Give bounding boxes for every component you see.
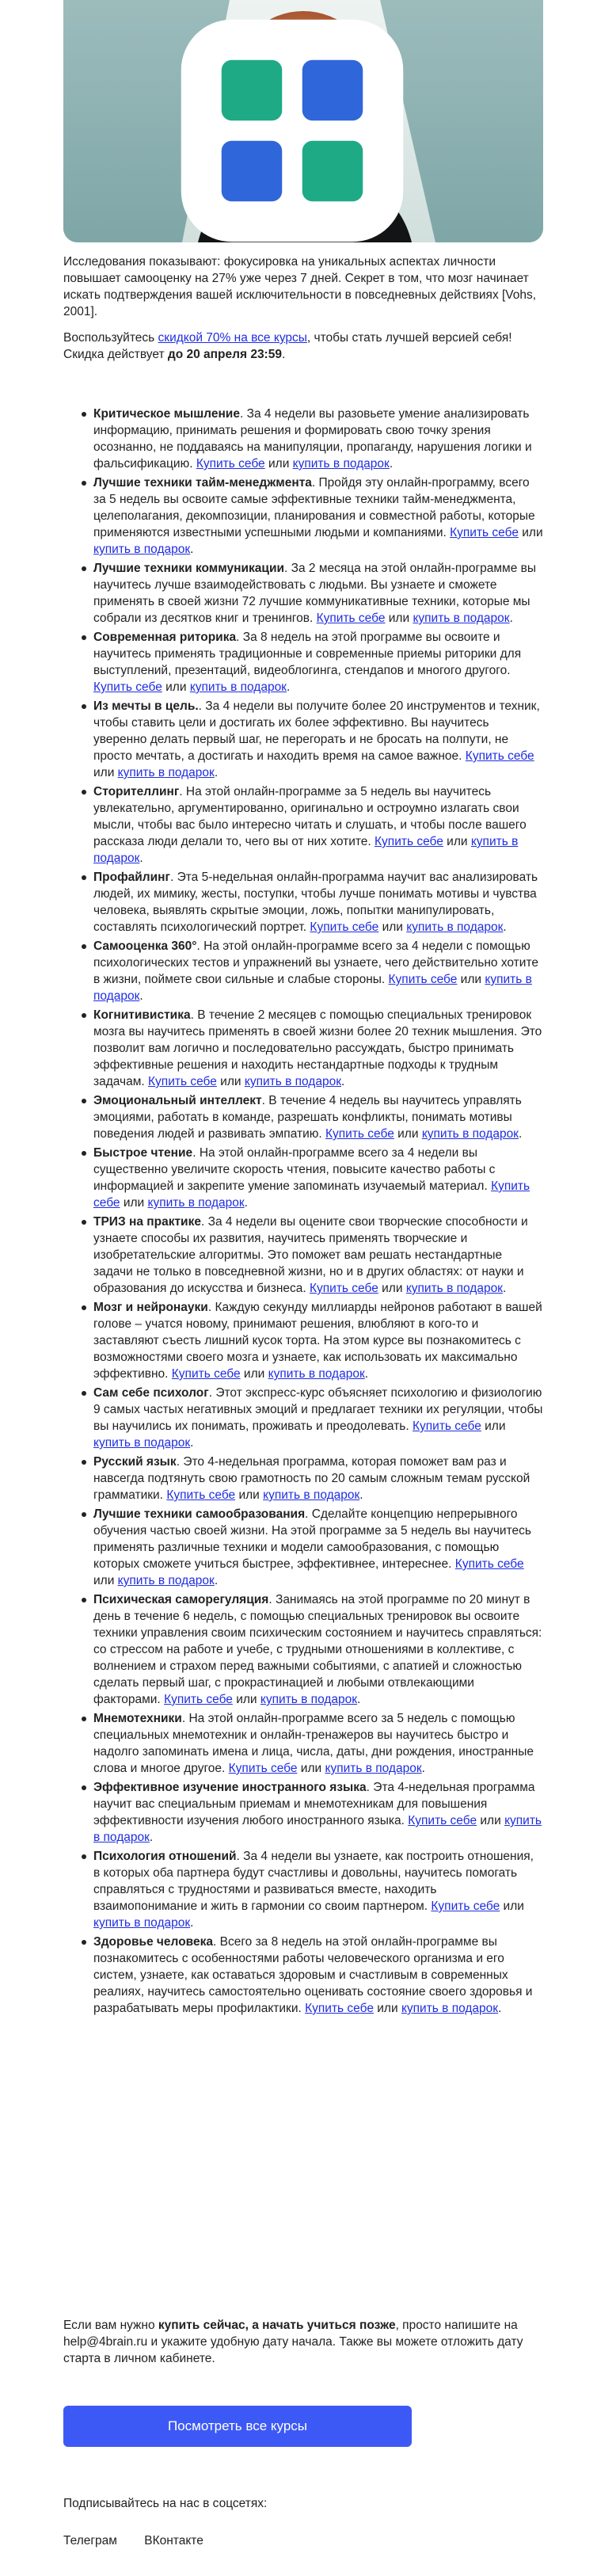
deadline-text: до 20 апреля 23:59 bbox=[167, 348, 282, 361]
buy-self-link[interactable]: Купить себе bbox=[171, 1367, 241, 1381]
course-description: На этой онлайн-программе всего за 4 недели с помощью психологических тестов и упражнений вы узнаете, чего действительно хотите в жизни, поймете свои сильные и слабые стороны. bbox=[93, 939, 538, 986]
course-title: Из мечты в цель. bbox=[93, 699, 199, 713]
course-title: Эмоциональный интеллект bbox=[93, 1094, 262, 1107]
buy-gift-link[interactable]: купить в подарок bbox=[401, 2002, 499, 2015]
end-punctuation: . bbox=[502, 1282, 507, 1295]
list-item: Из мечты в цель.. За 4 недели вы получите более 20 инструментов и техник, чтобы ставить цели и достигать их более эффективно. Вы научитесь уверенно делать первый шаг, не перегорать и не бросать на полпути, не просто мечтать, а достигать и находить время на самое важное. Купить себе или купить в подарок. bbox=[93, 698, 543, 781]
buy-gift-link[interactable]: купить в подарок bbox=[93, 973, 532, 1003]
course-description: На этой онлайн-программе всего за 4 недели вы существенно увеличите скорость чтения, повысите качество работы с информацией и закрепите умение запоминать изучаемый материал. bbox=[93, 1146, 496, 1193]
end-punctuation: . bbox=[364, 1367, 369, 1381]
or-text: или bbox=[264, 457, 293, 471]
or-text: или bbox=[394, 1127, 422, 1141]
course-description: За 4 недели вы разовьете умение анализировать информацию, принимать решения и формировать свою точку зрения осознанно, не поддаваясь на манипуляции, пропаганду, нарушения логики и фальсификацию. bbox=[93, 407, 532, 471]
end-punctuation: . bbox=[190, 543, 194, 556]
social-link-telegram[interactable]: Телеграм bbox=[63, 2534, 117, 2547]
buy-gift-link[interactable]: купить в подарок bbox=[263, 1488, 360, 1502]
course-description: На этой онлайн-программе всего за 5 недель с помощью специальных мнемотехник и онлайн-тренажеров вы научитесь быстро и надолго запоминать имена и лица, числа, даты, дни рождения, иностранные слова и многое другое. bbox=[93, 1712, 534, 1775]
buy-self-link[interactable]: Купить себе bbox=[148, 1075, 217, 1088]
buy-self-link[interactable]: Купить себе bbox=[412, 1419, 481, 1433]
course-description: В течение 2 месяцев с помощью специальных тренировок мозга вы научитесь применять в своей жизни более 20 техник мышления. Это позволит вам логично и последовательно рассуждать, быстро принимать эффективные решения и находить нестандартные подходы к трудным задачам. bbox=[93, 1008, 542, 1088]
buy-gift-link[interactable]: купить в подарок bbox=[413, 612, 510, 625]
or-text: или bbox=[378, 920, 407, 934]
course-title: Здоровье человека bbox=[93, 1935, 213, 1949]
course-description: Всего за 8 недель на этой онлайн-программе вы познакомитесь с особенностями работы человеческого организма и его систем, узнаете, как оставаться здоровым и счастливым в современных реалиях, научитесь самостоятельно оценивать состояние своего здоровья и разрабатывать меры профилактики. bbox=[93, 1935, 533, 2015]
end-punctuation: . bbox=[503, 920, 507, 934]
course-description: Эта 4-недельная программа научит вас специальным приемам и мнемотехникам для повышения эффективности изучения любого иностранного языка. bbox=[93, 1781, 535, 1827]
course-title: Сам себе психолог bbox=[93, 1386, 209, 1400]
course-title: Эффективное изучение иностранного языка bbox=[93, 1781, 367, 1794]
list-item: Мозг и нейронауки. Каждую секунду миллиарды нейронов работают в вашей голове – учатся новому, принимают решения, влюбляют в кого-то и заставляют съесть лишний кусок торта. На этом курсе вы познакомитесь с возможностями своего мозга и узнаете, как использовать их максимально эффективно. Купить себе или купить в подарок. bbox=[93, 1301, 542, 1381]
list-item: Профайлинг. Эта 5-недельная онлайн-программа научит вас анализировать людей, их мимику, жесты, поступки, чтобы лучше понимать мотивы и чувства человека, выявлять скрытые эмоции, ложь, попытки манипулировать, составлять психологический портрет. Купить себе или купить в подарок. bbox=[93, 869, 543, 936]
buy-self-link[interactable]: Купить себе bbox=[465, 749, 534, 763]
end-punctuation: . bbox=[498, 2002, 502, 2015]
buy-self-link[interactable]: Купить себе bbox=[325, 1127, 394, 1141]
buy-gift-link[interactable]: купить в подарок bbox=[93, 1814, 542, 1844]
list-item: Психология отношений. За 4 недели вы узнаете, как построить отношения, в которых оба партнера будут счастливы и довольны, научитесь помогать справляться с трудностями и развиваться вместе, находить взаимопонимание и жить в гармонии со своим партнером. Купить себе или купить в подарок. bbox=[93, 1848, 543, 1931]
or-text: или bbox=[385, 612, 413, 625]
buy-gift-link[interactable]: купить в подарок bbox=[93, 543, 191, 556]
or-text: или bbox=[216, 1075, 245, 1088]
or-text: или bbox=[93, 1574, 118, 1587]
end-punctuation: . bbox=[149, 1831, 154, 1844]
end-punctuation: . bbox=[244, 1196, 248, 1210]
or-text: или bbox=[457, 973, 485, 986]
course-description: За 4 недели вы оцените свои творческие способности и узнаете способы их развития, научитесь применять творческие и изобретательские алгоритмы. Это поможет вам решать нестандартные задачи не только в повседневной жизни, но и в других областях: от науки и образования до искусства и бизнеса. bbox=[93, 1215, 528, 1295]
course-description: За 2 месяца на этой онлайн-программе вы научитесь лучше взаимодействовать с людьми. Вы узнаете и сможете применять в своей жизни 72 лучшие коммуникативные техники, которые мы собрали из десятков книг и тренингов. bbox=[93, 562, 536, 625]
offer-paragraph: Воспользуйтесь скидкой 70% на все курсы, чтобы стать лучшей версией себя! Скидка действует до 20 апреля 23:59. bbox=[63, 331, 512, 361]
end-punctuation: . bbox=[509, 612, 513, 625]
buy-gift-link[interactable]: купить в подарок bbox=[325, 1762, 422, 1775]
buy-self-link[interactable]: Купить себе bbox=[316, 612, 386, 625]
buy-gift-link[interactable]: купить в подарок bbox=[268, 1367, 365, 1381]
cta-section bbox=[63, 2406, 543, 2447]
course-description: Эта 5-недельная онлайн-программа научит вас анализировать людей, их мимику, жесты, поступки, чтобы лучше понимать мотивы и чувства человека, выявлять скрытые эмоции, ложь, попытки манипулировать, составлять психологический портрет. bbox=[93, 871, 538, 934]
buy-self-link[interactable]: Купить себе bbox=[93, 680, 162, 694]
view-all-courses-button[interactable]: Посмотреть все курсы bbox=[63, 2406, 412, 2447]
buy-gift-link[interactable]: купить в подарок bbox=[260, 1693, 358, 1706]
or-text: или bbox=[162, 680, 190, 694]
end-punctuation: . bbox=[359, 1488, 363, 1502]
buy-gift-link[interactable]: купить в подарок bbox=[117, 766, 215, 779]
buy-gift-link[interactable]: купить в подарок bbox=[292, 457, 390, 471]
course-title: Лучшие техники тайм-менеджмента bbox=[93, 476, 312, 490]
end-punctuation: . bbox=[214, 766, 219, 779]
buy-gift-link[interactable]: купить в подарок bbox=[93, 835, 519, 865]
list-item: Когнитивистика. В течение 2 месяцев с помощью специальных тренировок мозга вы научитесь применять в своей жизни более 20 техник мышления. Это позволит вам логично и последовательно рассуждать, быстро принимать эффективные решения и находить нестандартные подходы к трудным задачам. Купить себе или купить в подарок. bbox=[93, 1008, 542, 1088]
end-punctuation: . bbox=[214, 1574, 219, 1587]
buy-gift-link[interactable]: купить в подарок bbox=[189, 680, 287, 694]
buy-self-link[interactable]: Купить себе bbox=[450, 526, 519, 539]
or-text: или bbox=[477, 1814, 505, 1827]
list-item: Эмоциональный интеллект. В течение 4 недель вы научитесь управлять эмоциями, работать в команде, разрешать конфликты, понимать мотивы поведения людей и развивать эмпатию. Купить себе или купить в подарок. bbox=[93, 1092, 543, 1142]
social-section bbox=[63, 2495, 543, 2549]
course-title: Современная риторика bbox=[93, 631, 237, 644]
or-text: или bbox=[235, 1488, 264, 1502]
list-item: Лучшие техники тайм-менеджмента. Пройдя эту онлайн-программу, всего за 5 недель вы освоите самые эффективные техники тайм-менеджмента, целеполагания, декомпозиции, планирования и совместной работы, которые применяются известными успешными людьми и компаниями. Купить себе или купить в подарок. bbox=[93, 476, 543, 556]
course-description: Этот экспресс-курс объясняет психологию и физиологию 9 самых частых негативных эмоций и предлагает техники их регуляции, чтобы вы научились их понимать, проживать и преодолевать. bbox=[93, 1386, 543, 1433]
buy-self-link[interactable]: Купить себе bbox=[164, 1693, 233, 1706]
course-description: Занимаясь на этой программе по 20 минут в день в течение 6 недель, с помощью специальных тренировок вы освоите техники управления своим психическим состоянием и научитесь справляться: со стрессом на работе и учебе, с трудными отношениями в коллективе, с волнением и страхом перед важными событиями, с апатией и сложностью сделать первый шаг, с прокрастинацией и любыми отвлекающими факторами. bbox=[93, 1593, 542, 1706]
course-title: Русский язык bbox=[93, 1455, 177, 1469]
course-title: Лучшие техники самообразования bbox=[93, 1507, 306, 1521]
list-item: Русский язык. Это 4-недельная программа, которая поможет вам раз и навсегда подтянуть свою грамотность по 20 самым сложным темам русской грамматики. Купить себе или купить в подарок. bbox=[93, 1454, 543, 1503]
buy-self-link[interactable]: Купить себе bbox=[228, 1762, 298, 1775]
list-item: ТРИЗ на практике. За 4 недели вы оцените свои творческие способности и узнаете способы их развития, научитесь применять творческие и изобретательские алгоритмы. Это поможет вам решать нестандартные задачи не только в повседневной жизни, но и в других областях: от науки и образования до искусства и бизнеса. Купить себе или купить в подарок. bbox=[93, 1214, 543, 1297]
course-title: Психология отношений bbox=[93, 1850, 237, 1863]
list-item: Мнемотехники. На этой онлайн-программе всего за 5 недель с помощью специальных мнемотехник и онлайн-тренажеров вы научитесь быстро и надолго запоминать имена и лица, числа, даты, дни рождения, иностранные слова и многое другое. Купить себе или купить в подарок. bbox=[93, 1710, 543, 1777]
course-description: Это 4-недельная программа, которая поможет вам раз и навсегда подтянуть свою грамотность по 20 самым сложным темам русской грамматики. bbox=[93, 1455, 530, 1502]
buy-gift-link[interactable]: купить в подарок bbox=[117, 1574, 215, 1587]
or-text: или bbox=[232, 1693, 260, 1706]
buy-gift-link[interactable]: купить в подарок bbox=[421, 1127, 519, 1141]
buy-gift-link[interactable]: купить в подарок bbox=[93, 1436, 191, 1450]
end-punctuation: . bbox=[357, 1693, 361, 1706]
buy-self-link[interactable]: Купить себе bbox=[93, 1179, 530, 1210]
buy-self-link[interactable]: Купить себе bbox=[388, 973, 458, 986]
intro-section bbox=[63, 253, 543, 372]
end-punctuation: . bbox=[190, 1916, 194, 1930]
list-item: Здоровье человека. Всего за 8 недель на этой онлайн-программе вы познакомитесь с особенностями работы человеческого организма и его систем, узнаете, как оставаться здоровым и счастливым в современных реалиях, научитесь самостоятельно оценивать состояние своего здоровья и разрабатывать меры профилактики. Купить себе или купить в подарок. bbox=[93, 1934, 543, 2017]
list-item: Лучшие техники самообразования. Сделайте концепцию непрерывного обучения частью своей жизни. На этой программе за 5 недель вы научитесь применять различные техники и модели самообразования, с помощью которых сможете учиться быстрее, эффективнее, интереснее. Купить себе или купить в подарок. bbox=[93, 1506, 543, 1589]
end-punctuation: . bbox=[190, 1436, 194, 1450]
course-title: Профайлинг bbox=[93, 871, 170, 884]
course-title: Психическая саморегуляция bbox=[93, 1593, 269, 1606]
buy-gift-link[interactable]: купить в подарок bbox=[93, 1916, 191, 1930]
end-punctuation: . bbox=[421, 1762, 425, 1775]
course-description: За 8 недель на этой программе вы освоите и научитесь применять традиционные и современные приемы риторики для выступлений, презентаций, видеоблогинга, стендапов и многого другого. bbox=[93, 631, 522, 677]
course-title: Самооценка 360° bbox=[93, 939, 197, 953]
later-start-paragraph: Если вам нужно купить сейчас, а начать учиться позже, просто напишите на help@4brain.ru и укажите удобную дату начала. Также вы можете отложить дату старта в личном кабинете. bbox=[63, 2319, 523, 2365]
or-text: или bbox=[93, 766, 118, 779]
course-description: Пройдя эту онлайн-программу, всего за 5 недель вы освоите самые эффективные техники тайм-менеджмента, целеполагания, декомпозиции, планирования и совместной работы, которые применяются известными успешными людьми и компаниями. bbox=[93, 476, 535, 539]
end-punctuation: . bbox=[139, 852, 143, 865]
buy-self-link[interactable]: Купить себе bbox=[305, 2002, 374, 2015]
buy-gift-link[interactable]: купить в подарок bbox=[405, 1282, 503, 1295]
course-title: Мнемотехники bbox=[93, 1712, 182, 1725]
course-title: ТРИЗ на практике bbox=[93, 1215, 201, 1229]
later-start-section bbox=[63, 2317, 543, 2376]
courses-section bbox=[63, 406, 543, 2019]
app-logo-icon bbox=[63, 10, 532, 242]
course-description: На этой онлайн-программе за 5 недель вы научитесь увлекательно, аргументированно, оригинально и остроумно излагать свои мысли, чтобы вас было интересно читать и слушать, и чтобы после вашего рассказа люди делали то, чего вы от них хотите. bbox=[93, 785, 527, 848]
list-item: Критическое мышление. За 4 недели вы разовьете умение анализировать информацию, принимать решения и формировать свою точку зрения осознанно, не поддаваясь на манипуляции, пропаганду, нарушения логики и фальсификацию. Купить себе или купить в подарок. bbox=[93, 406, 543, 472]
buy-self-link[interactable]: Купить себе bbox=[310, 1282, 378, 1295]
social-link-vkontakte[interactable]: ВКонтакте bbox=[144, 2534, 203, 2547]
or-text: или bbox=[373, 2002, 401, 2015]
course-list bbox=[63, 406, 543, 2017]
end-punctuation: . bbox=[139, 989, 143, 1003]
course-title: Мозг и нейронауки bbox=[93, 1301, 208, 1314]
end-punctuation: . bbox=[518, 1127, 523, 1141]
buy-self-link[interactable]: Купить себе bbox=[431, 1900, 500, 1913]
course-title: Когнитивистика bbox=[93, 1008, 191, 1022]
list-item: Сторителлинг. На этой онлайн-программе за 5 недель вы научитесь увлекательно, аргументированно, оригинально и остроумно излагать свои мысли, чтобы вас было интересно читать и слушать, и чтобы после вашего рассказа люди делали то, чего вы от них хотите. Купить себе или купить в подарок. bbox=[93, 783, 543, 867]
buy-self-link[interactable]: Купить себе bbox=[454, 1557, 524, 1571]
or-text: или bbox=[240, 1367, 268, 1381]
buy-self-link[interactable]: Купить себе bbox=[408, 1814, 477, 1827]
or-text: или bbox=[481, 1419, 506, 1433]
or-text: или bbox=[378, 1282, 406, 1295]
buy-self-link[interactable]: Купить себе bbox=[310, 920, 379, 934]
buy-self-link[interactable]: Купить себе bbox=[196, 457, 265, 471]
research-paragraph: Исследования показывают: фокусировка на уникальных аспектах личности повышает самооценку на 27% уже через 7 дней. Секрет в том, что мозг начинает искать подтверждения вашей исключительности в повседневных действиях [Vohs, 2001]. bbox=[63, 255, 537, 318]
list-item: Лучшие техники коммуникации. За 2 месяца на этой онлайн-программе вы научитесь лучше взаимодействовать с людьми. Вы узнаете и сможете применять в своей жизни 72 лучшие коммуникативные техники, которые мы собрали из десятков книг и тренингов. Купить себе или купить в подарок. bbox=[93, 560, 543, 627]
or-text: или bbox=[120, 1196, 148, 1210]
course-description: Каждую секунду миллиарды нейронов работают в вашей голове – учатся новому, принимают решения, влюбляют в кого-то и заставляют съесть лишний кусок торта. На этом курсе вы познакомитесь с возможностями своего мозга и узнаете, как использовать их максимально эффективно. bbox=[93, 1301, 542, 1381]
course-description: В течение 4 недель вы научитесь управлять эмоциями, работать в команде, разрешать конфликты, понимать мотивы поведения людей и развивать эмпатию. bbox=[93, 1094, 522, 1141]
end-punctuation: . bbox=[389, 457, 394, 471]
or-text: или bbox=[500, 1900, 524, 1913]
course-description: За 4 недели вы узнаете, как построить отношения, в которых оба партнера будут счастливы и довольны, научитесь помогать справляться с трудностями и развиваться вместе, находить взаимопонимание и жить в гармонии со своим партнером. bbox=[93, 1850, 534, 1913]
or-text: или bbox=[518, 526, 543, 539]
course-description: За 4 недели вы получите более 20 инструментов и техник, чтобы ставить цели и достигать их более эффективно. Вы научитесь уверенно делать первый шаг, не перегорать и не бросать на полпути, не просто мечтать, а достигать и находить время на самое важное. bbox=[93, 699, 540, 763]
buy-gift-link[interactable]: купить в подарок bbox=[244, 1075, 341, 1088]
course-title: Сторителлинг bbox=[93, 785, 180, 798]
list-item: Самооценка 360°. На этой онлайн-программе всего за 4 недели с помощью психологических тестов и упражнений вы узнаете, чего действительно хотите в жизни, поймете свои сильные и слабые стороны. Купить себе или купить в подарок. bbox=[93, 938, 543, 1004]
discount-link[interactable]: скидкой 70% на все курсы bbox=[158, 331, 307, 345]
or-text: или bbox=[297, 1762, 325, 1775]
social-links bbox=[63, 2532, 543, 2549]
buy-self-link[interactable]: Купить себе bbox=[375, 835, 443, 848]
list-item: Современная риторика. За 8 недель на этой программе вы освоите и научитесь применять традиционные и современные приемы риторики для выступлений, презентаций, видеоблогинга, стендапов и многого другого. Купить себе или купить в подарок. bbox=[93, 629, 543, 695]
course-title: Лучшие техники коммуникации bbox=[93, 562, 284, 575]
buy-self-link[interactable]: Купить себе bbox=[166, 1488, 236, 1502]
buy-gift-link[interactable]: купить в подарок bbox=[147, 1196, 245, 1210]
list-item: Сам себе психолог. Этот экспресс-курс объясняет психологию и физиологию 9 самых частых негативных эмоций и предлагает техники их регуляции, чтобы вы научились их понимать, проживать и преодолевать. Купить себе или купить в подарок. bbox=[93, 1386, 543, 1450]
end-punctuation: . bbox=[286, 680, 291, 694]
end-punctuation: . bbox=[341, 1075, 345, 1088]
list-item: Психическая саморегуляция. Занимаясь на этой программе по 20 минут в день в течение 6 недель, с помощью специальных тренировок вы освоите техники управления своим психическим состоянием и научитесь справляться: со стрессом на работе и учебе, с трудными отношениями в коллективе, с волнением и страхом перед важными событиями, с апатией и сложностью сделать первый шаг, с прокрастинацией и любыми отвлекающими факторами. Купить себе или купить в подарок. bbox=[93, 1593, 542, 1706]
course-title: Критическое мышление bbox=[93, 407, 240, 421]
list-item: Эффективное изучение иностранного языка. Эта 4-недельная программа научит вас специальным приемам и мнемотехникам для повышения эффективности изучения любого иностранного языка. Купить себе или купить в подарок. bbox=[93, 1781, 542, 1844]
course-description: Сделайте концепцию непрерывного обучения частью своей жизни. На этой программе за 5 недель вы научитесь применять различные техники и модели самообразования, с помощью которых сможете учиться быстрее, эффективнее, интереснее. bbox=[93, 1507, 531, 1571]
or-text: или bbox=[443, 835, 471, 848]
hero-image bbox=[63, 0, 543, 242]
list-item: Быстрое чтение. На этой онлайн-программе всего за 4 недели вы существенно увеличите скорость чтения, повысите качество работы с информацией и закрепите умение запоминать изучаемый материал. Купить себе или купить в подарок. bbox=[93, 1145, 543, 1211]
buy-gift-link[interactable]: купить в подарок bbox=[406, 920, 504, 934]
course-title: Быстрое чтение bbox=[93, 1146, 193, 1160]
social-heading: Подписывайтесь на нас в соцсетях: bbox=[63, 2497, 268, 2510]
